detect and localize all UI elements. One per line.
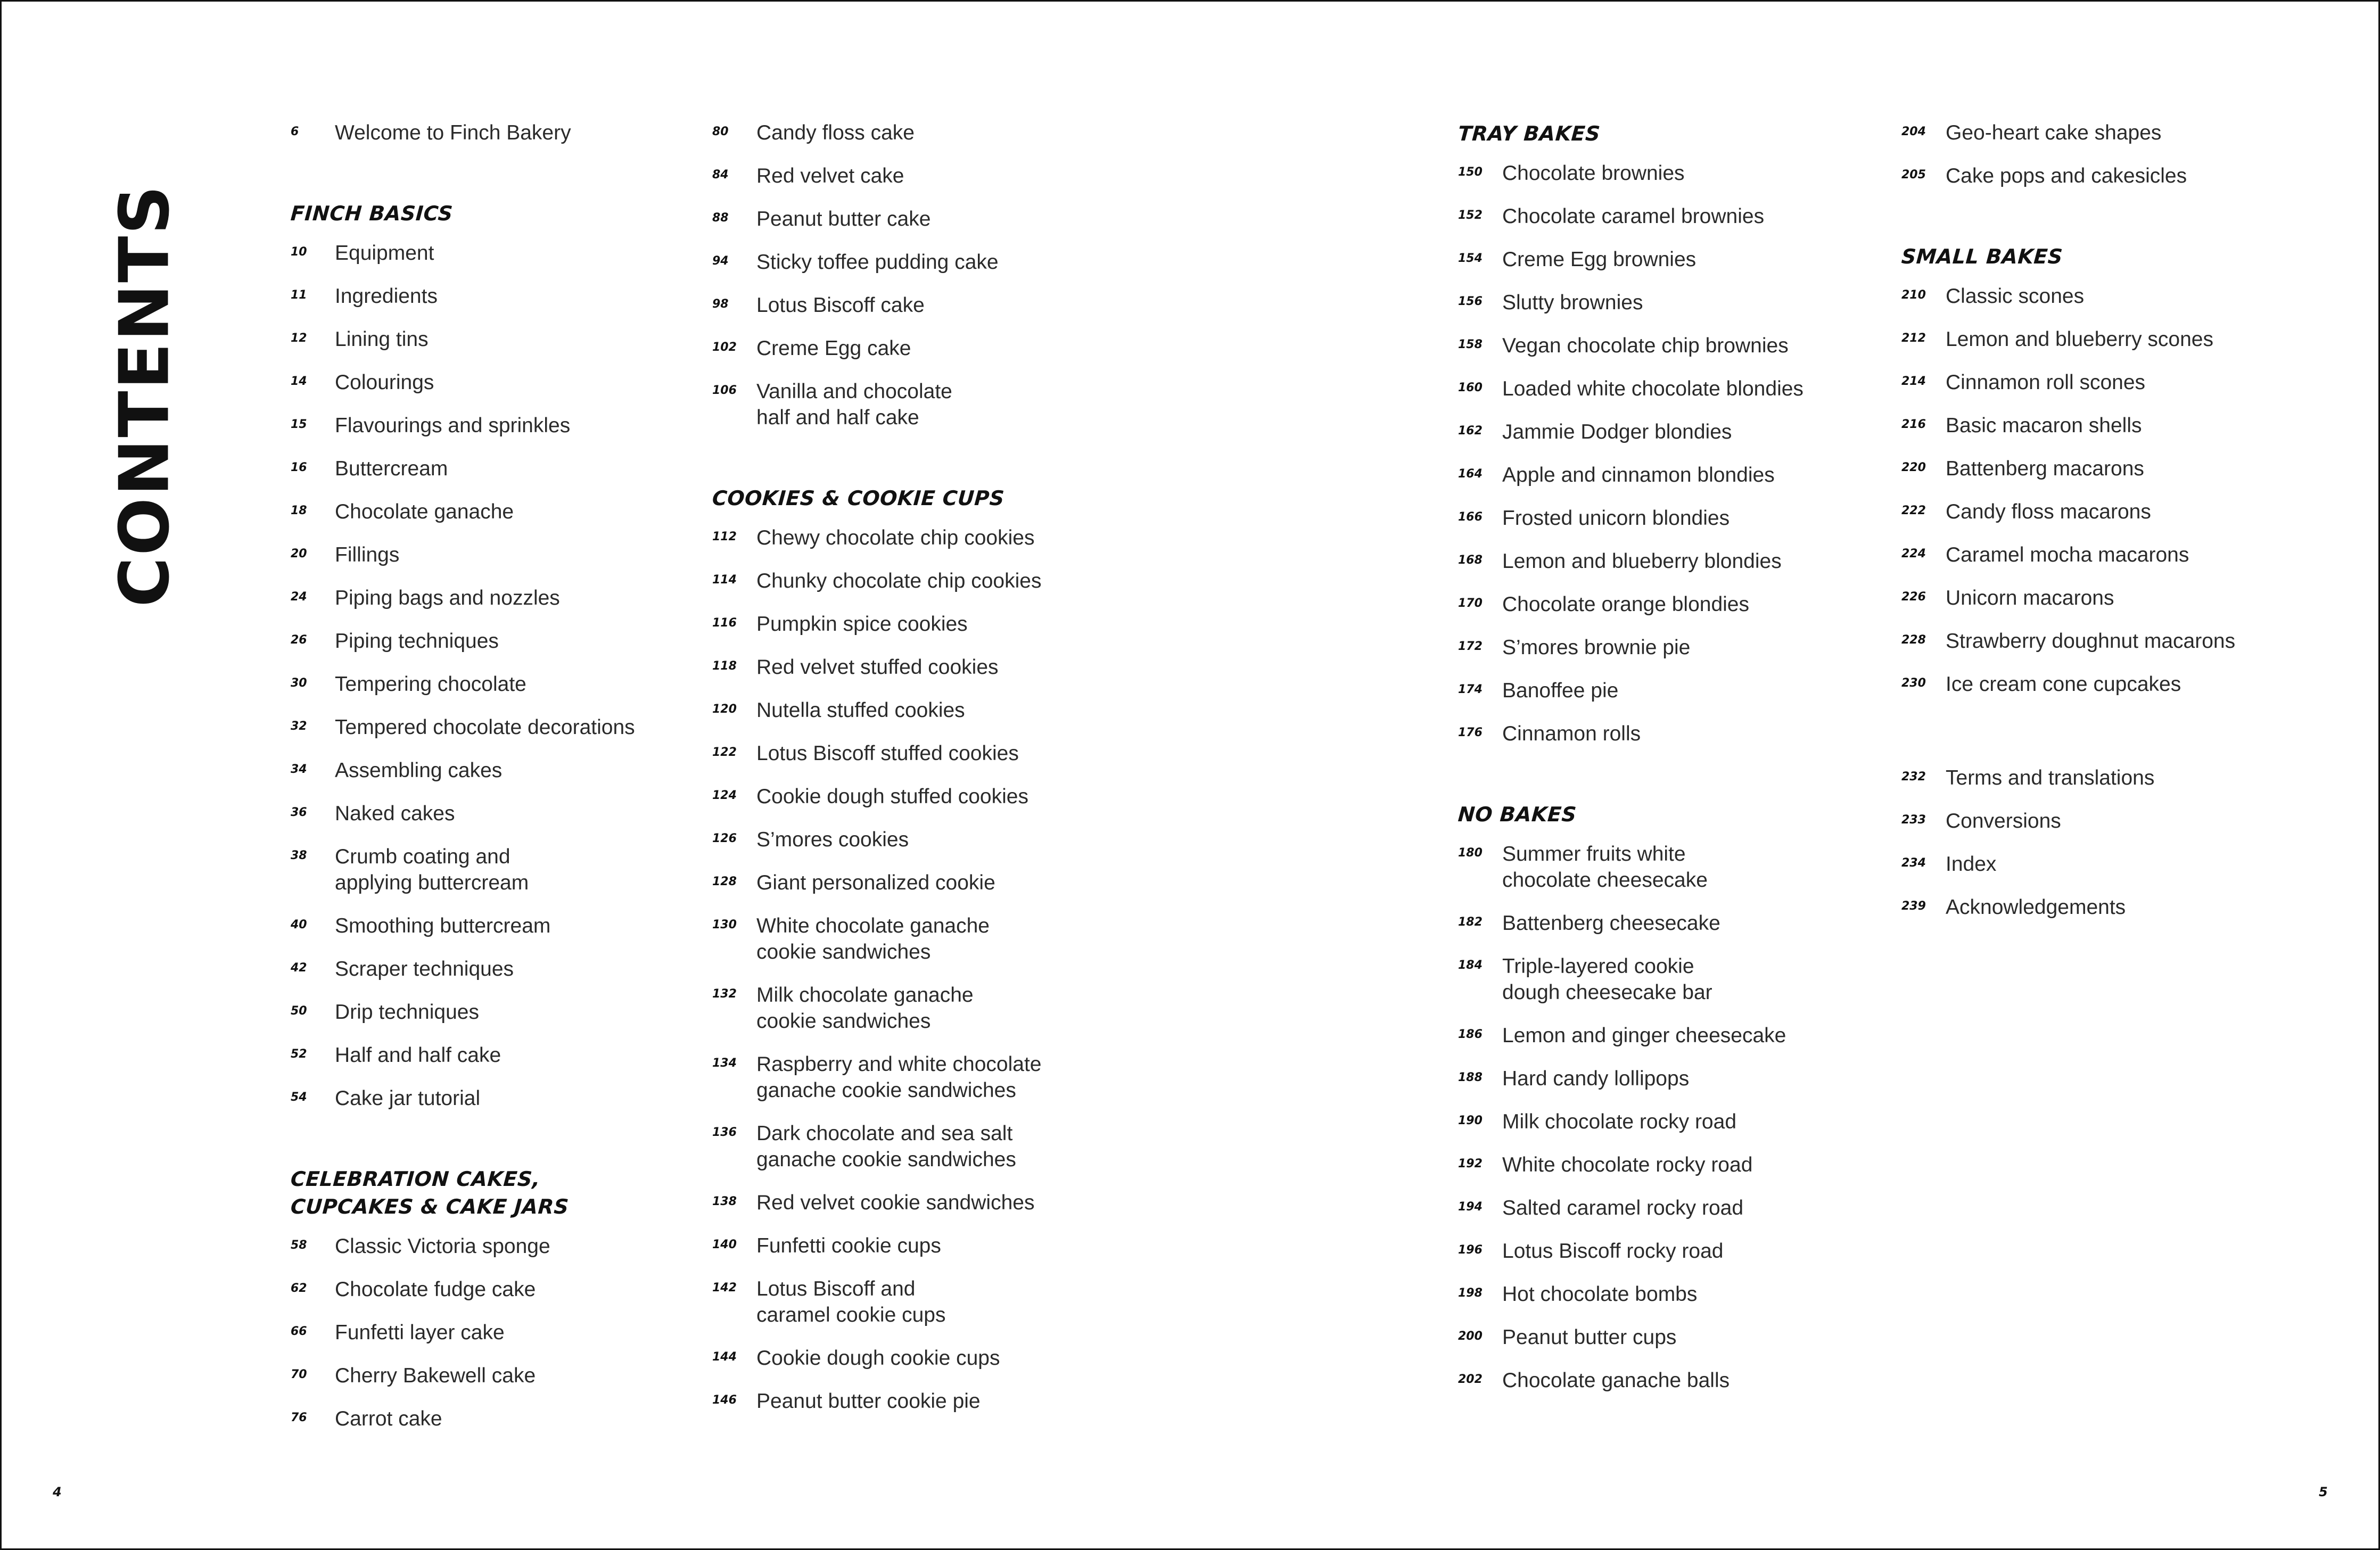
toc-entry (1458, 505, 1803, 531)
toc-entry (291, 326, 635, 352)
toc-page-number: 198 (1458, 1287, 1483, 1300)
toc-entry-title: Slutty brownies (1502, 291, 1643, 314)
toc-page-number: 142 (712, 1281, 737, 1295)
toc-page-number: 204 (1901, 125, 1926, 138)
toc-page-number: 66 (291, 1325, 307, 1338)
toc-entry-title: Chunky chocolate chip cookies (756, 570, 1042, 592)
toc-page-number: 84 (712, 168, 729, 182)
toc-entry (1458, 1066, 1803, 1092)
toc-entry-title: Salted caramel rocky road (1502, 1197, 1744, 1219)
toc-page-number: 16 (291, 461, 307, 474)
toc-entry-title: Lemon and blueberry blondies (1502, 550, 1782, 573)
toc-entry (291, 801, 635, 827)
toc-entry-title: Triple-layered cookie dough cheesecake bar (1502, 955, 1712, 1004)
toc-entry-title: Naked cakes (335, 802, 455, 825)
toc-entry (712, 982, 1041, 1034)
toc-entry-title: Peanut butter cookie pie (756, 1390, 981, 1413)
toc-page-number: 170 (1458, 597, 1483, 610)
toc-entry (1901, 808, 2235, 834)
toc-entry (712, 784, 1041, 810)
toc-entry-title: Battenberg cheesecake (1502, 912, 1720, 935)
toc-page-number: 11 (291, 288, 307, 302)
toc-column-3 (1458, 120, 1803, 1411)
toc-page-number: 182 (1458, 916, 1483, 929)
toc-entry-title: Carrot cake (335, 1407, 442, 1430)
toc-entry (1458, 246, 1803, 273)
toc-entry (712, 120, 1041, 146)
toc-page-number: 200 (1458, 1330, 1483, 1343)
toc-entry (291, 956, 635, 982)
toc-page-number: 138 (712, 1195, 737, 1208)
toc-entry (1458, 1324, 1803, 1350)
toc-entry-title: Chocolate caramel brownies (1502, 205, 1765, 228)
toc-page-number: 32 (291, 720, 307, 733)
toc-page-number: 234 (1901, 856, 1926, 870)
toc-entry (291, 913, 635, 939)
toc-page-number: 70 (291, 1368, 307, 1381)
toc-entry-title: Dark chocolate and sea salt ganache cookie sandwiches (756, 1122, 1016, 1171)
toc-page-number: 128 (712, 875, 737, 888)
toc-entry-title: Cake jar tutorial (335, 1087, 481, 1110)
toc-page-number: 220 (1901, 461, 1926, 474)
toc-page-number: 210 (1901, 288, 1926, 302)
toc-page-number: 205 (1901, 168, 1926, 182)
toc-page-number: 50 (291, 1004, 307, 1018)
toc-entry (1458, 1109, 1803, 1135)
toc-entry (1458, 1195, 1803, 1221)
toc-entry-title: Piping bags and nozzles (335, 587, 560, 609)
toc-entry-title: Equipment (335, 242, 434, 265)
toc-page-number: 102 (712, 341, 737, 354)
toc-entry-title: Peanut butter cups (1502, 1326, 1677, 1349)
toc-entry-title: Piping techniques (335, 630, 499, 653)
toc-entry (1458, 591, 1803, 617)
toc-entry (712, 740, 1041, 766)
toc-entry-title: Summer fruits white chocolate cheesecake (1502, 843, 1708, 892)
toc-entry (1458, 910, 1803, 936)
toc-page-number: 34 (291, 763, 307, 776)
toc-entry-title: Frosted unicorn blondies (1502, 507, 1730, 530)
toc-entry (291, 413, 635, 439)
toc-entry (712, 827, 1041, 853)
toc-page-number: 80 (712, 125, 729, 138)
toc-page-number: 30 (291, 677, 307, 690)
toc-page-number: 192 (1458, 1157, 1483, 1170)
toc-entry (291, 757, 635, 784)
toc-page-number: 40 (291, 918, 307, 931)
toc-entry (1458, 1023, 1803, 1049)
toc-entry (712, 249, 1041, 275)
toc-entry-title: Index (1946, 853, 1997, 876)
toc-entry-title: White chocolate rocky road (1502, 1153, 1753, 1176)
toc-page-number: 194 (1458, 1200, 1483, 1214)
toc-entry-title: Fillings (335, 543, 400, 566)
toc-entry-title: Pumpkin spice cookies (756, 613, 968, 636)
toc-entry (291, 671, 635, 697)
toc-entry-title: Lotus Biscoff cake (756, 294, 925, 317)
toc-page-number: 15 (291, 418, 307, 431)
toc-page-number: 166 (1458, 510, 1483, 524)
toc-entry-title: Ice cream cone cupcakes (1946, 673, 2181, 696)
toc-entry-title: Terms and translations (1946, 766, 2155, 789)
toc-page-number: 126 (712, 832, 737, 845)
toc-entry (1901, 326, 2235, 352)
toc-entry-title: Smoothing buttercream (335, 914, 551, 937)
toc-entry (291, 844, 635, 896)
toc-entry-title: White chocolate ganache cookie sandwiches (756, 914, 990, 963)
toc-entry-title: Peanut butter cake (756, 208, 931, 230)
toc-entry (712, 611, 1041, 637)
toc-entry (1458, 1367, 1803, 1394)
toc-entry (1458, 841, 1803, 893)
toc-page-number: 230 (1901, 677, 1926, 690)
toc-entry-title: Lotus Biscoff rocky road (1502, 1240, 1724, 1263)
toc-entry-title: Buttercream (335, 457, 448, 480)
toc-entry (1458, 376, 1803, 402)
toc-entry (291, 1320, 635, 1346)
section-spacer (1901, 714, 2235, 765)
toc-entry (291, 1363, 635, 1389)
toc-page-number: 130 (712, 918, 737, 931)
toc-entry-title: Cinnamon rolls (1502, 722, 1641, 745)
toc-entry-title: Ingredients (335, 285, 438, 308)
toc-entry (1458, 634, 1803, 661)
toc-page-number: 136 (712, 1126, 737, 1139)
toc-entry (291, 240, 635, 266)
toc-entry (712, 1233, 1041, 1259)
toc-page-number: 228 (1901, 633, 1926, 647)
toc-entry-title: Chewy chocolate chip cookies (756, 526, 1035, 549)
toc-page-number: 222 (1901, 504, 1926, 517)
toc-entry-title: Red velvet cookie sandwiches (756, 1191, 1035, 1214)
toc-entry-title: Banoffee pie (1502, 679, 1619, 702)
toc-entry (1901, 851, 2235, 877)
toc-page-number: 134 (712, 1057, 737, 1070)
toc-entry (291, 1276, 635, 1302)
toc-entry-title: Acknowledgements (1946, 896, 2126, 919)
toc-page-number: 112 (712, 530, 737, 543)
page-number-left: 4 (53, 1485, 62, 1499)
toc-entry-title: Conversions (1946, 810, 2061, 832)
toc-column-1 (291, 120, 635, 1449)
toc-page-number: 152 (1458, 209, 1483, 222)
toc-entry (1901, 542, 2235, 568)
contents-title: CONTENTS (105, 184, 185, 607)
toc-page-number: 140 (712, 1238, 737, 1251)
toc-entry-title: Cinnamon roll scones (1946, 371, 2146, 394)
toc-page-number: 184 (1458, 959, 1483, 972)
toc-entry (291, 714, 635, 740)
toc-page-number: 214 (1901, 375, 1926, 388)
toc-entry-title: Tempered chocolate decorations (335, 716, 635, 739)
toc-page-number: 12 (291, 332, 307, 345)
toc-entry-title: Crumb coating and applying buttercream (335, 845, 529, 894)
toc-entry (712, 913, 1041, 965)
toc-entry-title: Giant personalized cookie (756, 871, 995, 894)
toc-entry-title: Welcome to Finch Bakery (335, 121, 571, 144)
toc-page-number: 168 (1458, 554, 1483, 567)
toc-entry (712, 206, 1041, 232)
toc-entry (291, 1042, 635, 1068)
toc-entry-title: Lemon and blueberry scones (1946, 328, 2213, 351)
toc-page-number: 174 (1458, 683, 1483, 696)
toc-entry (291, 628, 635, 654)
toc-entry-title: Lemon and ginger cheesecake (1502, 1024, 1786, 1047)
toc-page-number: 88 (712, 211, 729, 225)
page-number-right: 5 (2319, 1485, 2328, 1499)
toc-entry-title: Apple and cinnamon blondies (1502, 464, 1775, 487)
toc-page-number: 36 (291, 806, 307, 819)
toc-entry-title: Classic scones (1946, 285, 2085, 308)
toc-entry-title: Red velvet stuffed cookies (756, 656, 999, 679)
toc-page-number: 52 (291, 1048, 307, 1061)
toc-page-number: 122 (712, 746, 737, 759)
toc-page-number: 212 (1901, 332, 1926, 345)
toc-page-number: 106 (712, 384, 737, 397)
toc-entry (1458, 953, 1803, 1005)
toc-entry (1901, 894, 2235, 920)
toc-entry (291, 456, 635, 482)
toc-entry-title: Caramel mocha macarons (1946, 543, 2189, 566)
toc-entry (291, 1406, 635, 1432)
toc-page-number: 26 (291, 633, 307, 647)
section-heading: SMALL BAKES (1900, 245, 2064, 268)
toc-page-number: 58 (291, 1239, 307, 1252)
toc-entry (1458, 721, 1803, 747)
toc-page-number: 162 (1458, 424, 1483, 438)
toc-page-number: 226 (1901, 590, 1926, 604)
toc-entry (291, 283, 635, 309)
toc-entry (712, 1120, 1041, 1173)
toc-entry (712, 697, 1041, 723)
toc-entry-title: Lotus Biscoff stuffed cookies (756, 742, 1019, 765)
toc-entry-title: Classic Victoria sponge (335, 1235, 550, 1258)
toc-entry-title: Red velvet cake (756, 164, 904, 187)
toc-page-number: 180 (1458, 846, 1483, 860)
toc-entry-title: Sticky toffee pudding cake (756, 251, 999, 274)
toc-page-number: 20 (291, 547, 307, 560)
toc-entry (1458, 1281, 1803, 1307)
toc-entry (1901, 163, 2235, 189)
toc-page-number: 156 (1458, 295, 1483, 308)
toc-entry (1458, 419, 1803, 445)
toc-page-number: 94 (712, 254, 729, 268)
toc-page-number: 216 (1901, 418, 1926, 431)
toc-page-number: 14 (291, 375, 307, 388)
toc-column-4 (1901, 120, 2235, 937)
toc-entry-title: Unicorn macarons (1946, 587, 2114, 609)
toc-entry (712, 1190, 1041, 1216)
toc-page-number: 38 (291, 849, 307, 862)
toc-page-number: 98 (712, 298, 729, 311)
toc-page-number: 132 (712, 987, 737, 1001)
toc-entry-title: Creme Egg cake (756, 337, 911, 360)
toc-entry (712, 335, 1041, 361)
toc-entry-title: Milk chocolate ganache cookie sandwiches (756, 984, 974, 1033)
toc-entry (1901, 413, 2235, 439)
toc-page-number: 158 (1458, 338, 1483, 351)
toc-entry-title: Chocolate orange blondies (1502, 593, 1750, 616)
toc-entry-title: Jammie Dodger blondies (1502, 421, 1732, 443)
toc-entry (1458, 548, 1803, 574)
toc-page-number: 114 (712, 573, 737, 587)
toc-page-number: 124 (712, 789, 737, 802)
toc-entry (1901, 499, 2235, 525)
toc-entry-title: Strawberry doughnut macarons (1946, 630, 2236, 653)
toc-entry (1458, 160, 1803, 186)
toc-page-number: 18 (291, 504, 307, 517)
toc-page-number: 186 (1458, 1028, 1483, 1041)
toc-page-number: 239 (1901, 900, 1926, 913)
toc-entry (291, 1233, 635, 1259)
toc-entry (1458, 678, 1803, 704)
toc-entry (1901, 628, 2235, 654)
toc-entry (291, 369, 635, 395)
toc-entry-title: Cookie dough stuffed cookies (756, 785, 1028, 808)
toc-entry-title: Hard candy lollipops (1502, 1067, 1690, 1090)
toc-page-number: 160 (1458, 381, 1483, 394)
toc-entry-title: Chocolate ganache (335, 500, 514, 523)
toc-page-number: 150 (1458, 166, 1483, 179)
toc-page-number: 76 (291, 1411, 307, 1424)
section-heading: COOKIES & COOKIE CUPS (711, 487, 1006, 510)
toc-entry (291, 120, 635, 146)
toc-entry-title: Colourings (335, 371, 434, 394)
toc-page-number: 202 (1458, 1373, 1483, 1386)
toc-entry (1901, 765, 2235, 791)
toc-entry (1901, 120, 2235, 146)
toc-entry-title: Cherry Bakewell cake (335, 1364, 536, 1387)
toc-column-2 (712, 120, 1041, 1431)
toc-entry (291, 542, 635, 568)
toc-entry (1901, 369, 2235, 395)
toc-entry (712, 1388, 1041, 1414)
toc-entry (1901, 283, 2235, 309)
toc-page-number: 224 (1901, 547, 1926, 560)
toc-entry-title: Candy floss cake (756, 121, 915, 144)
toc-entry (1901, 585, 2235, 611)
toc-entry-title: Candy floss macarons (1946, 500, 2151, 523)
toc-entry (291, 585, 635, 611)
toc-entry (1901, 671, 2235, 697)
toc-page-number: 172 (1458, 640, 1483, 653)
toc-entry-title: Cookie dough cookie cups (756, 1347, 1000, 1370)
toc-entry-title: Battenberg macarons (1946, 457, 2144, 480)
toc-entry-title: Half and half cake (335, 1044, 501, 1067)
toc-page-number: 120 (712, 703, 737, 716)
toc-entry (1458, 1152, 1803, 1178)
toc-entry-title: Hot chocolate bombs (1502, 1283, 1698, 1306)
toc-entry (1901, 456, 2235, 482)
toc-entry (1458, 333, 1803, 359)
toc-page-number: 190 (1458, 1114, 1483, 1127)
toc-page-number: 6 (291, 125, 299, 138)
toc-entry-title: Assembling cakes (335, 759, 503, 782)
toc-entry (712, 525, 1041, 551)
toc-entry (1458, 1238, 1803, 1264)
toc-entry-title: Vegan chocolate chip brownies (1502, 334, 1789, 357)
toc-entry (712, 654, 1041, 680)
toc-entry-title: Vanilla and chocolate half and half cake (756, 380, 952, 429)
toc-entry-title: Funfetti layer cake (335, 1321, 505, 1344)
toc-page-number: 42 (291, 961, 307, 975)
toc-page-number: 10 (291, 245, 307, 259)
toc-page-number: 62 (291, 1282, 307, 1295)
toc-entry-title: Chocolate brownies (1502, 162, 1685, 185)
section-heading: TRAY BAKES (1457, 122, 1601, 145)
section-heading: CELEBRATION CAKES, (290, 1167, 541, 1191)
toc-entry (1458, 203, 1803, 229)
toc-page-number: 144 (712, 1350, 737, 1364)
toc-entry-title: Lotus Biscoff and caramel cookie cups (756, 1277, 946, 1326)
toc-entry-title: Flavourings and sprinkles (335, 414, 571, 437)
toc-page-number: 24 (291, 590, 307, 604)
toc-entry-title: Loaded white chocolate blondies (1502, 377, 1803, 400)
toc-entry-title: Nutella stuffed cookies (756, 699, 965, 722)
toc-entry (291, 1085, 635, 1111)
toc-page-number: 188 (1458, 1071, 1483, 1084)
toc-page-number: 196 (1458, 1243, 1483, 1257)
toc-entry-title: Geo-heart cake shapes (1946, 121, 2162, 144)
toc-page-number: 164 (1458, 467, 1483, 481)
toc-entry-title: Funfetti cookie cups (756, 1234, 941, 1257)
toc-entry (712, 568, 1041, 594)
toc-entry-title: Raspberry and white chocolate ganache cookie sandwiches (756, 1053, 1042, 1102)
toc-entry (712, 163, 1041, 189)
toc-entry-title: Chocolate fudge cake (335, 1278, 536, 1301)
section-heading: FINCH BASICS (290, 202, 454, 225)
toc-entry-title: Basic macaron shells (1946, 414, 2142, 437)
toc-page-number: 54 (291, 1091, 307, 1104)
toc-entry (291, 999, 635, 1025)
toc-entry-title: Scraper techniques (335, 958, 514, 980)
toc-entry (1458, 290, 1803, 316)
toc-page-number: 116 (712, 616, 737, 630)
toc-entry-title: Lining tins (335, 328, 429, 351)
toc-page-number: 146 (712, 1394, 737, 1407)
toc-page-number: 232 (1901, 770, 1926, 784)
toc-entry (712, 1345, 1041, 1371)
toc-entry-title: Chocolate ganache balls (1502, 1369, 1730, 1392)
toc-entry-title: Cake pops and cakesicles (1946, 164, 2187, 187)
toc-entry (712, 292, 1041, 318)
toc-entry (712, 870, 1041, 896)
toc-page-number: 233 (1901, 813, 1926, 827)
toc-entry-title: Milk chocolate rocky road (1502, 1110, 1737, 1133)
toc-page-number: 154 (1458, 252, 1483, 265)
toc-entry (712, 378, 1041, 431)
toc-entry (291, 499, 635, 525)
toc-entry-title: S’mores brownie pie (1502, 636, 1691, 659)
toc-entry (712, 1051, 1041, 1103)
toc-entry-title: S’mores cookies (756, 828, 909, 851)
toc-entry-title: Creme Egg brownies (1502, 248, 1697, 271)
section-heading: NO BAKES (1457, 803, 1578, 826)
toc-entry (1458, 462, 1803, 488)
toc-entry-title: Tempering chocolate (335, 673, 526, 696)
toc-page-number: 176 (1458, 726, 1483, 739)
toc-page-number: 118 (712, 659, 737, 673)
toc-entry-title: Drip techniques (335, 1001, 479, 1024)
section-heading: CUPCAKES & CAKE JARS (290, 1195, 570, 1218)
toc-entry (712, 1276, 1041, 1328)
